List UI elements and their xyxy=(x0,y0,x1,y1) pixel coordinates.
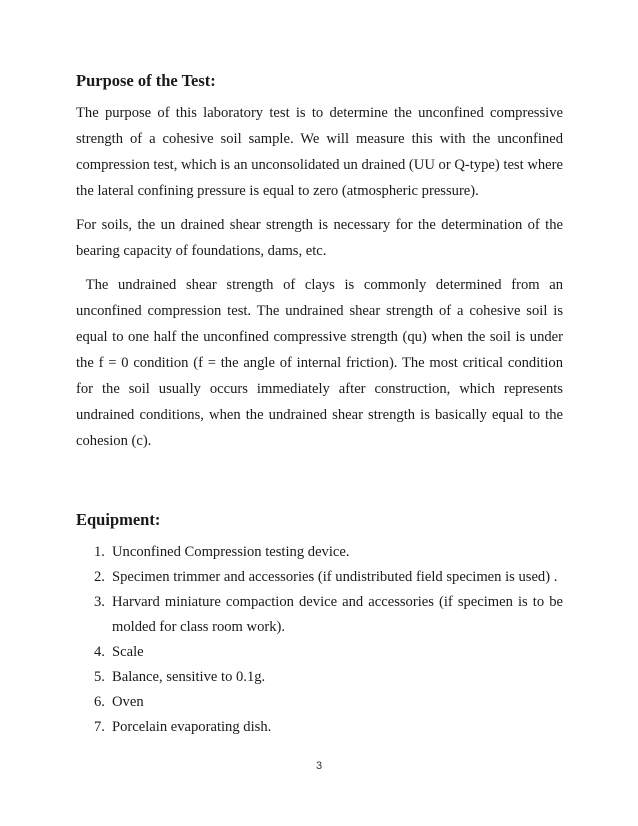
list-item-text: Unconfined Compression testing device. xyxy=(112,544,350,560)
list-item-text: Specimen trimmer and accessories (if undistributed field specimen is used) . xyxy=(112,569,558,585)
list-item-number: 1. xyxy=(94,544,105,560)
list-item xyxy=(76,540,563,565)
list-item-number: 5. xyxy=(94,669,105,685)
equipment-heading: Equipment: xyxy=(76,510,161,529)
purpose-heading: Purpose of the Test: xyxy=(76,71,216,90)
list-item xyxy=(76,640,563,665)
list-item-text: Balance, sensitive to 0.1g. xyxy=(112,669,266,685)
list-item-text: Harvard miniature compaction device and accessories (if specimen is to be molded for class room work). xyxy=(112,594,563,635)
page-content xyxy=(76,70,567,740)
list-item xyxy=(76,715,563,740)
list-item-text: Scale xyxy=(112,644,144,660)
equipment-list xyxy=(76,540,563,740)
list-item xyxy=(76,690,563,715)
page-number: 3 xyxy=(315,760,323,772)
list-item-number: 6. xyxy=(94,694,105,710)
list-item xyxy=(76,665,563,690)
list-item-number: 7. xyxy=(94,719,105,735)
list-item xyxy=(76,590,563,640)
list-item-text: Porcelain evaporating dish. xyxy=(112,719,272,735)
list-item-number: 4. xyxy=(94,644,105,660)
list-item-number: 2. xyxy=(94,569,105,585)
list-item-text: Oven xyxy=(112,694,144,710)
list-item-number: 3. xyxy=(94,594,105,610)
list-item xyxy=(76,565,563,590)
purpose-paragraph-1: The purpose of this laboratory test is to determine the unconfined compressive strength of a cohesive soil sample. We will measure this with the unconfined compression test, which is an unconsolidated un drained (UU or Q-type) test where the lateral confining pressure is equal to zero (atmospheric pressure). xyxy=(76,105,563,199)
purpose-paragraph-3: The undrained shear strength of clays is commonly determined from an unconfined compression test. The undrained shear strength of a cohesive soil is equal to one half the unconfined compressive strength (qu) when the soil is under the f = 0 condition (f = the angle of internal friction). The most critical condition for the soil usually occurs immediately after construction, which represents undrained conditions, when the undrained shear strength is basically equal to the cohesion (c). xyxy=(76,277,567,449)
purpose-paragraph-2: For soils, the un drained shear strength is necessary for the determination of the bearing capacity of foundations, dams, etc. xyxy=(76,217,563,259)
